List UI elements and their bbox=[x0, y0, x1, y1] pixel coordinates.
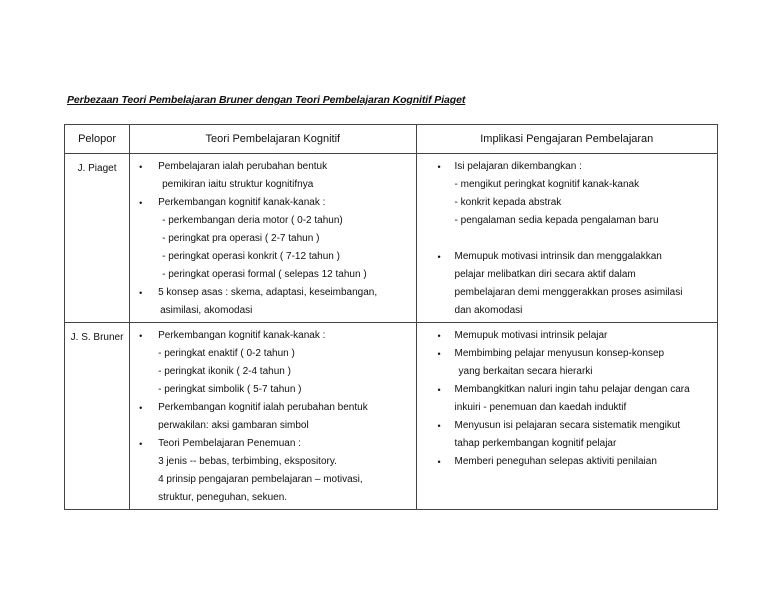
bullet-icon: • bbox=[139, 439, 143, 449]
list-item: • Perkembangan kognitif kanak-kanak : - peringkat enaktif ( 0-2 tahun ) - peringkat ikonik ( 2-4 tahun ) - peringkat simbolik ( 5-7 tahun ) bbox=[130, 327, 415, 399]
list-item: • Membimbing pelajar menyusun konsep-konsep yang berkaitan secara hierarki bbox=[417, 345, 717, 381]
comparison-table bbox=[64, 124, 718, 510]
list-item: • Perkembangan kognitif ialah perubahan bentuk perwakilan: aksi gambaran simbol bbox=[130, 399, 415, 435]
teori-cell bbox=[130, 154, 416, 323]
list-item: • Menyusun isi pelajaran secara sistematik mengikut tahap perkembangan kognitif pelajar bbox=[417, 417, 717, 453]
pelopor-cell: J. Piaget bbox=[65, 154, 130, 323]
list-item: • Membangkitkan naluri ingin tahu pelajar dengan cara inkuiri - penemuan dan kaedah induktif bbox=[417, 381, 717, 417]
teori-cell bbox=[130, 323, 416, 510]
implikasi-cell bbox=[416, 323, 717, 510]
header-implikasi: Implikasi Pengajaran Pembelajaran bbox=[416, 125, 717, 154]
bullet-icon: • bbox=[437, 349, 441, 359]
bullet-icon: • bbox=[437, 331, 441, 341]
bullet-icon: • bbox=[139, 162, 143, 172]
bullet-icon: • bbox=[139, 198, 143, 208]
bullet-icon: • bbox=[437, 252, 441, 262]
bullet-icon: • bbox=[139, 331, 143, 341]
list-item: • Memberi peneguhan selepas aktiviti penilaian bbox=[417, 453, 717, 471]
bullet-icon: • bbox=[139, 403, 143, 413]
implikasi-cell bbox=[416, 154, 717, 323]
list-item: • Teori Pembelajaran Penemuan : 3 jenis -- bebas, terbimbing, ekspository. 4 prinsip pengajaran pembelajaran – motivasi, struktur, peneguhan, sekuen. bbox=[130, 435, 415, 507]
list-item: • Pembelajaran ialah perubahan bentuk pemikiran iaitu struktur kognitifnya bbox=[130, 158, 415, 194]
table-row-piaget bbox=[65, 154, 718, 323]
bullet-icon: • bbox=[437, 385, 441, 395]
header-teori: Teori Pembelajaran Kognitif bbox=[130, 125, 416, 154]
list-item: • Memupuk motivasi intrinsik pelajar bbox=[417, 327, 717, 345]
bullet-icon: • bbox=[139, 288, 143, 298]
bullet-icon: • bbox=[437, 457, 441, 467]
table-row-bruner bbox=[65, 323, 718, 510]
list-item: • Isi pelajaran dikembangkan : - mengikut peringkat kognitif kanak-kanak - konkrit kepada abstrak - pengalaman sedia kepada pengalaman baru bbox=[417, 158, 717, 248]
document-title: Perbezaan Teori Pembelajaran Bruner dengan Teori Pembelajaran Kognitif Piaget bbox=[67, 94, 466, 106]
pelopor-cell: J. S. Bruner bbox=[65, 323, 130, 510]
header-pelopor: Pelopor bbox=[65, 125, 130, 154]
bullet-icon: • bbox=[437, 162, 441, 172]
list-item: • Memupuk motivasi intrinsik dan menggalakkan pelajar melibatkan diri secara aktif dalam pembelajaran demi menggerakkan proses asimilasi dan akomodasi bbox=[417, 248, 717, 320]
list-item: • Perkembangan kognitif kanak-kanak : - perkembangan deria motor ( 0-2 tahun) - peringkat pra operasi ( 2-7 tahun ) - peringkat operasi konkrit ( 7-12 tahun ) - peringkat operasi formal ( selepas 12 tahun ) bbox=[130, 194, 415, 284]
bullet-icon: • bbox=[437, 421, 441, 431]
list-item: • 5 konsep asas : skema, adaptasi, keseimbangan, asimilasi, akomodasi bbox=[130, 284, 415, 320]
table-header-row bbox=[65, 125, 718, 154]
